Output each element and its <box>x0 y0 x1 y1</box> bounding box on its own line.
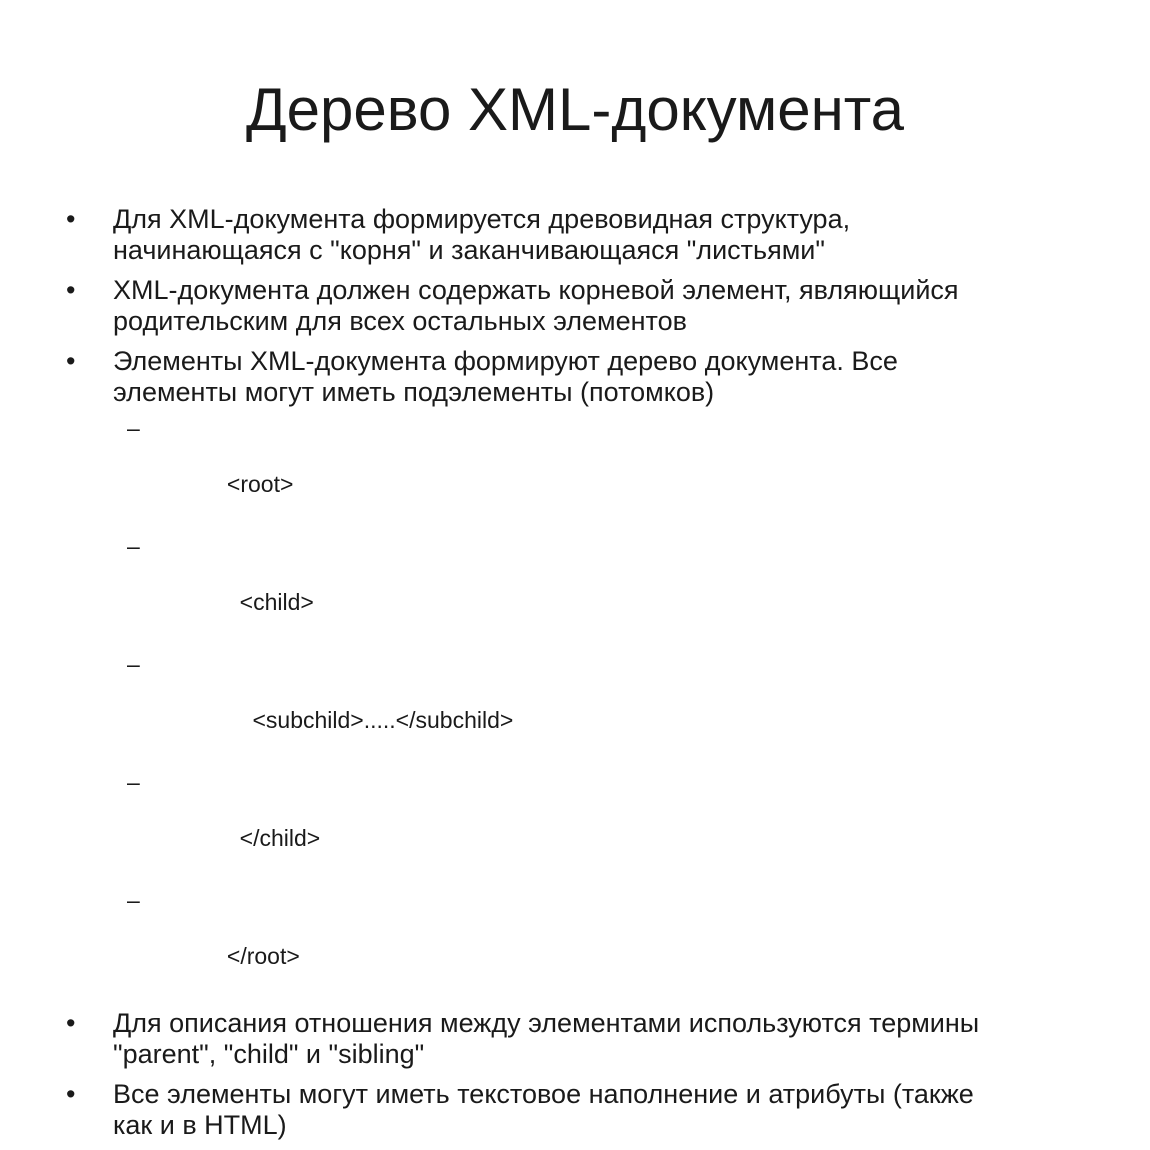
bullet-line: "parent", "child" и "sibling" <box>113 1039 425 1069</box>
sub-list-item <box>113 650 1076 762</box>
bullet-item <box>66 1079 1076 1141</box>
dash-icon: – <box>127 533 140 559</box>
bullet-dot-icon: • <box>66 346 76 376</box>
code-sub-list <box>113 414 1076 998</box>
sub-list-item <box>113 414 1076 526</box>
dash-icon: – <box>127 887 140 913</box>
bullet-item <box>66 204 1076 266</box>
bullet-item <box>66 346 1076 998</box>
bullet-line: начинающаяся с "корня" и заканчивающаяся "листьями" <box>113 235 825 265</box>
bullet-line: Все элементы могут иметь текстовое наполнение и атрибуты (также <box>113 1079 974 1109</box>
bullet-item <box>66 1008 1076 1070</box>
bullet-dot-icon: • <box>66 1008 76 1038</box>
bullet-line: родительским для всех остальных элементов <box>113 306 687 336</box>
sub-item-text: <root> <box>226 471 294 497</box>
bullet-dot-icon: • <box>66 204 76 234</box>
sub-item-text: <child> <box>226 589 314 615</box>
dash-icon: – <box>127 769 140 795</box>
sub-item-text: </child> <box>226 825 321 851</box>
bullet-line: Для описания отношения между элементами используются термины <box>113 1008 980 1038</box>
sub-item-text: <subchild>.....</subchild> <box>226 707 514 733</box>
dash-icon: – <box>127 415 140 441</box>
slide-title: Дерево XML-документа <box>246 76 904 143</box>
sub-list-item <box>113 886 1076 998</box>
bullet-line: Элементы XML-документа формируют дерево документа. Все <box>113 346 898 376</box>
dash-icon: – <box>127 651 140 677</box>
bullet-line: элементы могут иметь подэлементы (потомков) <box>113 377 715 407</box>
sub-list-item <box>113 768 1076 880</box>
bullet-list <box>66 204 1076 1150</box>
sub-item-text: </root> <box>226 943 300 969</box>
bullet-dot-icon: • <box>66 1079 76 1109</box>
bullet-item <box>66 275 1076 337</box>
bullet-line: XML-документа должен содержать корневой элемент, являющийся <box>113 275 959 305</box>
bullet-line: Для XML-документа формируется древовидная структура, <box>113 204 851 234</box>
bullet-dot-icon: • <box>66 275 76 305</box>
sub-list-item <box>113 532 1076 644</box>
bullet-line: как и в HTML) <box>113 1110 287 1140</box>
